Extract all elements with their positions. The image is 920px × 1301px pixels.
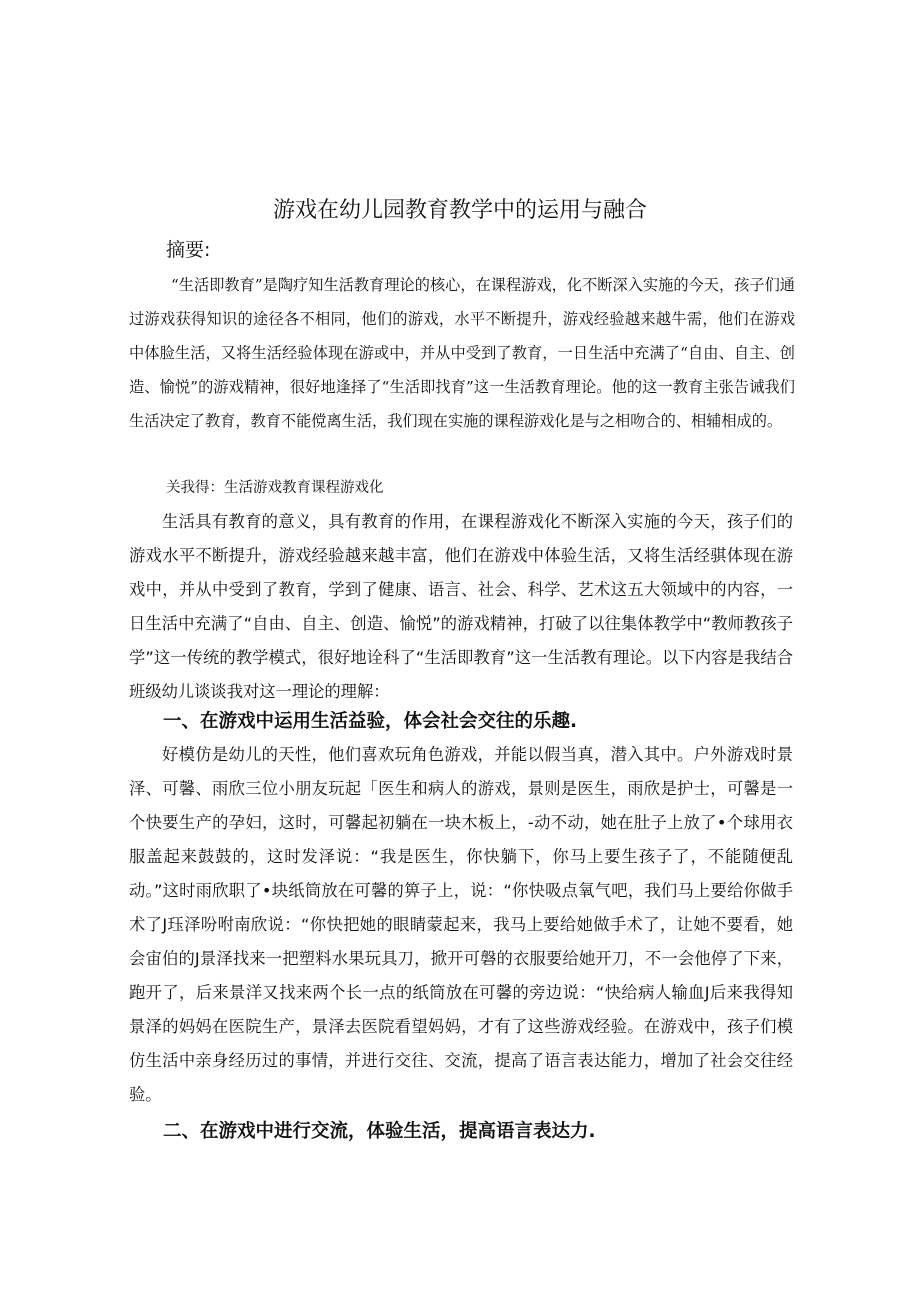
document-title: 游戏在幼儿园教育教学中的运用与融合 (272, 198, 647, 223)
keywords-line: 关我得：生活游戏教育课程游戏化 (166, 480, 384, 496)
abstract-heading: 摘要: (166, 239, 211, 261)
section-heading-2: 二、在游戏中进行交流，体验生活，提高语言表达力. (163, 1121, 596, 1142)
section-heading-1: 一、在游戏中运用生活益验，体会社会交往的乐趣. (163, 711, 578, 732)
intro-paragraph: 生活具有教育的意义，具有教育的作用，在课程游戏化不断深入实施的今天，孩子们的游戏水平不断提升，游戏经验越来越丰富，他们在游戏中体验生活，又将生活经骐体现在游戏中，并从中受到了教育，学到了健康、语言、社会、科学、艺术这五大领域中的内容，一日生活中充满了“自由、自主、创造、愉悦”的游戏精神，打破了以往集体教学中“教师教孩子学”这一传统的教学模式，很好地诠科了“生活即教育”这一生活教有理论。以下内容是我结合班级幼儿谈谈我对这一理论的理解： (129, 512, 793, 701)
section-1-paragraph: 好模仿是幼儿的天性，他们喜欢玩角色游戏，并能以假当真，潜入其中。户外游戏时景泽、可馨、雨欣三位小朋友玩起「医生和病人的游戏，景则是医生，雨欣是护士，可馨是一个快要生产的孕妇，这时，可馨起初躺在一块木板上，-动不动，她在肚子上放了•个球用衣服盖起来鼓鼓的，这时发泽说：“我是医生，你快躺下，你马上要生孩子了，不能随便乱动。”这时雨欣职了•块纸筒放在可馨的箅子上，说：“你快吸点氧气吧，我们马上要给你做手术了J珏泽吩咐南欣说：“你快把她的眼睛蒙起来，我马上要给她做手术了，让她不要看，她会宙伯的J景泽找来一把塑料水果玩具刀，掀开可磐的衣服要给她开刀，不一会他停了下来，跑开了，后来景洋又找来两个长一点的纸筒放在可馨的旁边说：“快给病人输血J后来我得知景泽的妈妈在医院生产，景泽去医院看望妈妈，才有了这些游戏经验。在游戏中，孩子们模仿生活中亲身经历过的事情，并进行交往、交流，提高了语言表达能力，增加了社会交往经验。 (129, 745, 793, 1104)
abstract-paragraph: “生活即教育”是陶疗知生活教育理论的核心，在课程游戏，化不断深入实施的今天，孩子们通过游戏获得知识的途径各不相同，他们的游戏，水平不断提升，游戏经验越来越牛需，他们在游戏中体脸生活，又将生活经验体现在游或中，并从中受到了教育，一日生活中充满了“自由、自主、创造、愉悦”的游戏精神，很好地逢择了“生活即找育”这一生活教育理论。他的这一教育主张告诫我们生活决定了教育，教育不能傥离生活，我们现在实施的课程游戏化是与之相吻合的、相辅相成的。 (129, 276, 795, 430)
